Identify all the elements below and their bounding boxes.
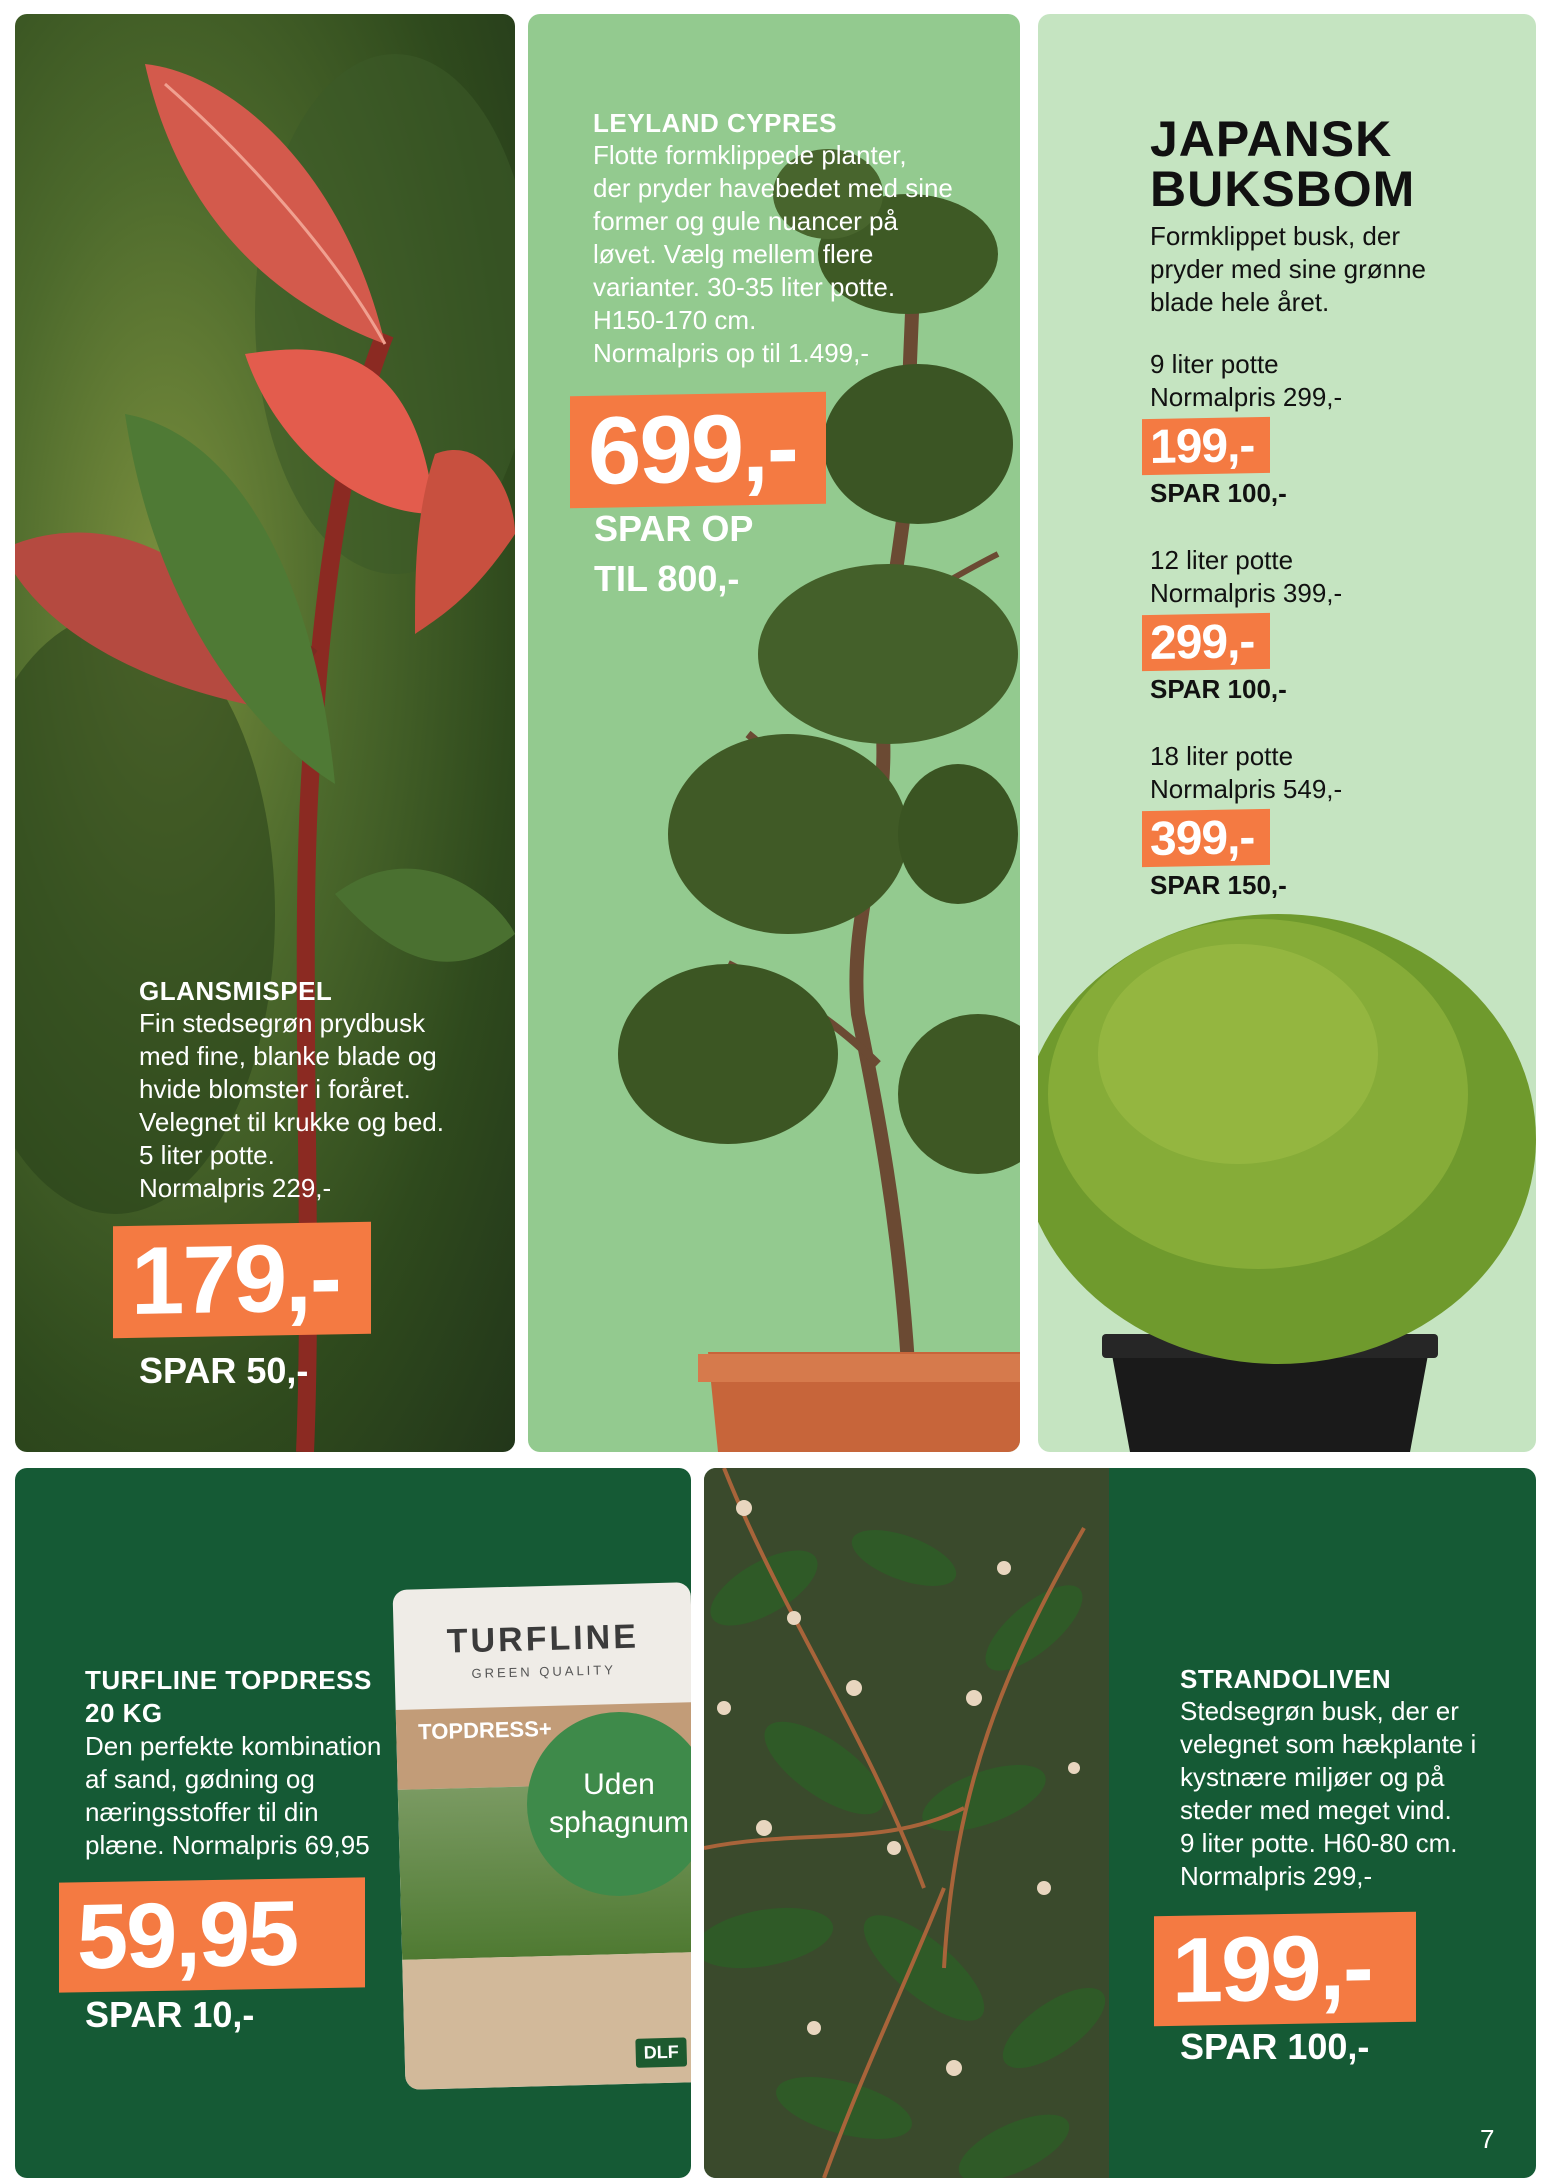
strandoliven-price-tag: 199,- xyxy=(1154,1912,1416,2027)
strandoliven-line: kystnære miljøer og på xyxy=(1180,1762,1445,1792)
glansmispel-line: Fin stedsegrøn prydbusk xyxy=(139,1008,426,1038)
turfline-price-tag: 59,95 xyxy=(59,1877,365,1992)
buksbom-variant-12l xyxy=(1150,544,1342,610)
buksbom-saving-9l: SPAR 100,- xyxy=(1150,478,1287,508)
turfline-saving: SPAR 10,- xyxy=(85,1994,255,2035)
variant-normal-price: Normalpris 549,- xyxy=(1150,774,1343,804)
buksbom-title-line: BUKSBOM xyxy=(1150,161,1416,217)
leyland-line: Flotte formklippede planter, xyxy=(593,140,907,170)
glansmispel-panel xyxy=(15,14,515,1452)
strandoliven-title: STRANDOLIVEN xyxy=(1180,1664,1392,1694)
strandoliven-line: 9 liter potte. H60-80 cm. xyxy=(1180,1828,1458,1858)
turfline-description xyxy=(85,1730,381,1862)
strandoliven-line: steder med meget vind. xyxy=(1180,1795,1452,1825)
strandoliven-saving: SPAR 100,- xyxy=(1180,2026,1370,2067)
variant-normal-price: Normalpris 299,- xyxy=(1150,382,1343,412)
buksbom-price-tag-12l: 299,- xyxy=(1142,613,1270,671)
turfline-line: af sand, gødning og xyxy=(85,1764,315,1794)
leyland-line: H150-170 cm. xyxy=(593,305,757,335)
leyland-line: løvet. Vælg mellem flere xyxy=(593,239,874,269)
bag-product-name: TOPDRESS+ xyxy=(417,1715,552,1745)
turfline-title xyxy=(85,1664,381,1730)
glansmispel-line: Velegnet til krukke og bed. xyxy=(139,1107,444,1137)
strandoliven-panel xyxy=(704,1468,1536,2178)
turfline-panel xyxy=(15,1468,691,2178)
variant-size: 18 liter potte xyxy=(1150,741,1294,771)
turfline-normal-price: plæne. Normalpris 69,95 xyxy=(85,1830,370,1860)
leyland-panel xyxy=(528,14,1020,1452)
strandoliven-normal-price: Normalpris 299,- xyxy=(1180,1861,1373,1891)
badge-line: Uden xyxy=(583,1768,655,1801)
turfline-line: næringsstoffer til din xyxy=(85,1797,319,1827)
leyland-line: varianter. 30-35 liter potte. xyxy=(593,272,896,302)
glansmispel-description xyxy=(139,1007,444,1205)
buksbom-line: Formklippet busk, der xyxy=(1150,221,1400,251)
strandoliven-line: velegnet som hækplante i xyxy=(1180,1729,1477,1759)
buksbom-saving-18l: SPAR 150,- xyxy=(1150,870,1287,900)
leyland-saving-line: TIL 800,- xyxy=(594,558,740,599)
bag-bottom xyxy=(402,1952,691,2090)
badge-line: sphagnum xyxy=(548,1806,690,1839)
buksbom-price-tag-18l: 399,- xyxy=(1142,809,1270,867)
glansmispel-line: 5 liter potte. xyxy=(139,1140,275,1170)
turfline-title-line: TURFLINE TOPDRESS xyxy=(85,1665,372,1695)
strandoliven-description xyxy=(1180,1695,1476,1893)
leyland-saving xyxy=(594,504,753,604)
buksbom-variant-9l xyxy=(1150,348,1342,414)
leyland-price-tag: 699,- xyxy=(570,392,826,508)
bag-logo: DLF xyxy=(635,2037,687,2067)
glansmispel-line: med fine, blanke blade og xyxy=(139,1041,437,1071)
buksbom-title-line: JAPANSK xyxy=(1150,111,1393,167)
buksbom-saving-12l: SPAR 100,- xyxy=(1150,674,1287,704)
variant-normal-price: Normalpris 399,- xyxy=(1150,578,1343,608)
buksbom-variant-18l xyxy=(1150,740,1342,806)
turfline-line: Den perfekte kombination xyxy=(85,1731,382,1761)
bag-subtitle: GREEN QUALITY xyxy=(471,1662,617,1681)
strandoliven-line: Stedsegrøn busk, der er xyxy=(1180,1696,1459,1726)
leyland-title: LEYLAND CYPRES xyxy=(593,108,837,138)
buksbom-line: blade hele året. xyxy=(1150,287,1330,317)
buksbom-price-tag-9l: 199,- xyxy=(1142,417,1270,475)
glansmispel-saving: SPAR 50,- xyxy=(139,1350,309,1391)
page-number: 7 xyxy=(1480,2124,1495,2154)
leyland-description xyxy=(593,139,953,370)
leyland-saving-line: SPAR OP xyxy=(594,508,754,549)
glansmispel-normal-price: Normalpris 229,- xyxy=(139,1173,332,1203)
glansmispel-price-tag: 179,- xyxy=(113,1222,371,1339)
leyland-line: der pryder havebedet med sine xyxy=(593,173,953,203)
strandoliven-plant-image xyxy=(704,1468,1109,2178)
variant-size: 9 liter potte xyxy=(1150,349,1279,379)
glansmispel-title: GLANSMISPEL xyxy=(139,976,333,1006)
buksbom-line: pryder med sine grønne xyxy=(1150,254,1427,284)
leyland-normal-price: Normalpris op til 1.499,- xyxy=(593,338,869,368)
buksbom-title xyxy=(1150,111,1426,217)
leyland-line: former og gule nuancer på xyxy=(593,206,898,236)
variant-size: 12 liter potte xyxy=(1150,545,1294,575)
buksbom-description xyxy=(1150,220,1426,319)
turfline-title-line: 20 KG xyxy=(85,1698,163,1728)
buksbom-panel xyxy=(1038,14,1536,1452)
bag-brand: TURFLINE xyxy=(446,1617,640,1661)
glansmispel-line: hvide blomster i foråret. xyxy=(139,1074,411,1104)
